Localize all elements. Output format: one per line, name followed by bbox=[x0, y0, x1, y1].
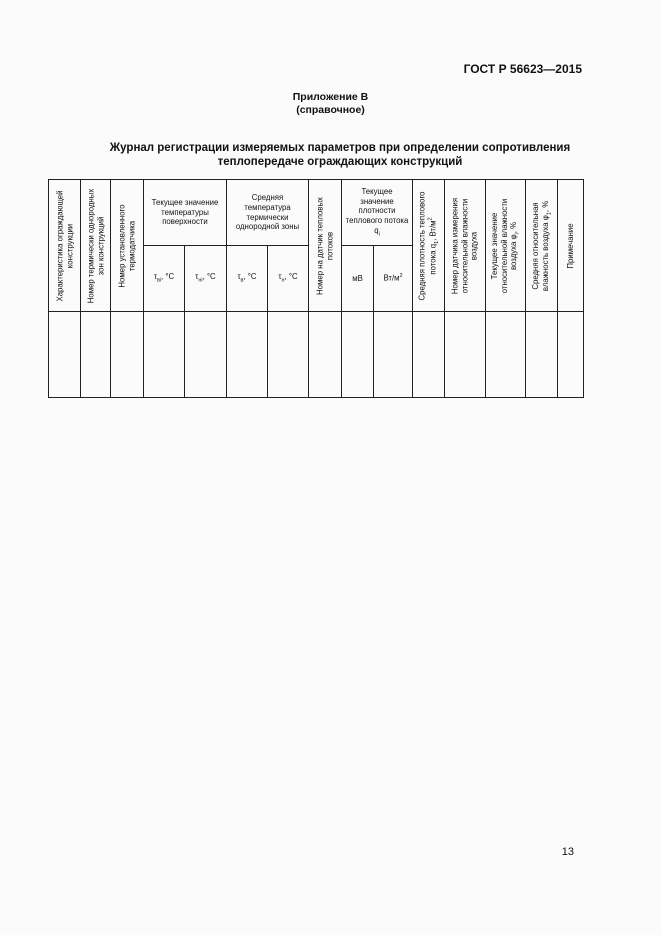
header-average-temperature: Средняя температура термически однородной зоны bbox=[227, 180, 309, 246]
header-average-humidity: Средняя относительная влажность воздуха $\varphi_1$, % bbox=[526, 180, 558, 312]
journal-table bbox=[48, 179, 584, 398]
subheader-watts-per-m2: $Вт/м^2$ bbox=[374, 246, 413, 312]
table-cell bbox=[342, 312, 374, 398]
table-cell bbox=[268, 312, 309, 398]
subheader-tau-outer-avg: $\tau_н$, °С bbox=[268, 246, 309, 312]
appendix-label: Приложение В bbox=[292, 91, 369, 103]
header-flux-sensor-number: Номер на датчик тепловых потоков bbox=[309, 180, 342, 312]
subheader-millivolts: мВ bbox=[342, 246, 374, 312]
header-zone-number: Номер термически однородных зон конструкций bbox=[81, 180, 111, 312]
table-cell bbox=[445, 312, 486, 398]
table-cell bbox=[111, 312, 144, 398]
header-current-humidity: Текущее значение относительной влажности воздуха $\varphi_i$, % bbox=[486, 180, 526, 312]
table-row bbox=[49, 312, 584, 398]
table-cell bbox=[526, 312, 558, 398]
table-cell bbox=[486, 312, 526, 398]
appendix-type: (справочное) bbox=[296, 104, 365, 116]
table-cell bbox=[374, 312, 413, 398]
table-cell bbox=[227, 312, 268, 398]
title-line-2: теплопередаче ограждающих конструкций bbox=[217, 156, 463, 168]
table-cell bbox=[558, 312, 584, 398]
page-number: 13 bbox=[561, 846, 574, 858]
header-thermocouple-number: Номер установленного термодатчика bbox=[111, 180, 144, 312]
subheader-tau-outer: $\tau_{нi}$, °С bbox=[185, 246, 227, 312]
header-note: Примечание bbox=[558, 180, 584, 312]
table-cell bbox=[144, 312, 185, 398]
table-cell bbox=[185, 312, 227, 398]
table-cell bbox=[49, 312, 81, 398]
document-title bbox=[60, 141, 620, 169]
document-code: ГОСТ Р 56623—2015 bbox=[463, 62, 582, 76]
header-humidity-sensor-number: Номер датчика измерения относительной влажности воздуха bbox=[445, 180, 486, 312]
subheader-tau-inner: $\tau_{вi}$, °С bbox=[144, 246, 185, 312]
title-line-1: Журнал регистрации измеряемых параметров при определении сопротивления bbox=[109, 142, 571, 154]
table-cell bbox=[413, 312, 445, 398]
subheader-tau-inner-avg: $\tau_в$, °С bbox=[227, 246, 268, 312]
header-surface-temperature: Текущее значение температуры поверхности bbox=[144, 180, 227, 246]
table-cell bbox=[309, 312, 342, 398]
header-heat-flux-density: Текущее значение плотности теплового потока $q_i$ bbox=[342, 180, 413, 246]
table-cell bbox=[81, 312, 111, 398]
header-structure: Характеристика ограждающей конструкции bbox=[49, 180, 81, 312]
appendix-heading bbox=[0, 91, 661, 117]
header-average-flux-density: Средняя плотность теплового потока $q_1$, $Вт/м^2$ bbox=[413, 180, 445, 312]
